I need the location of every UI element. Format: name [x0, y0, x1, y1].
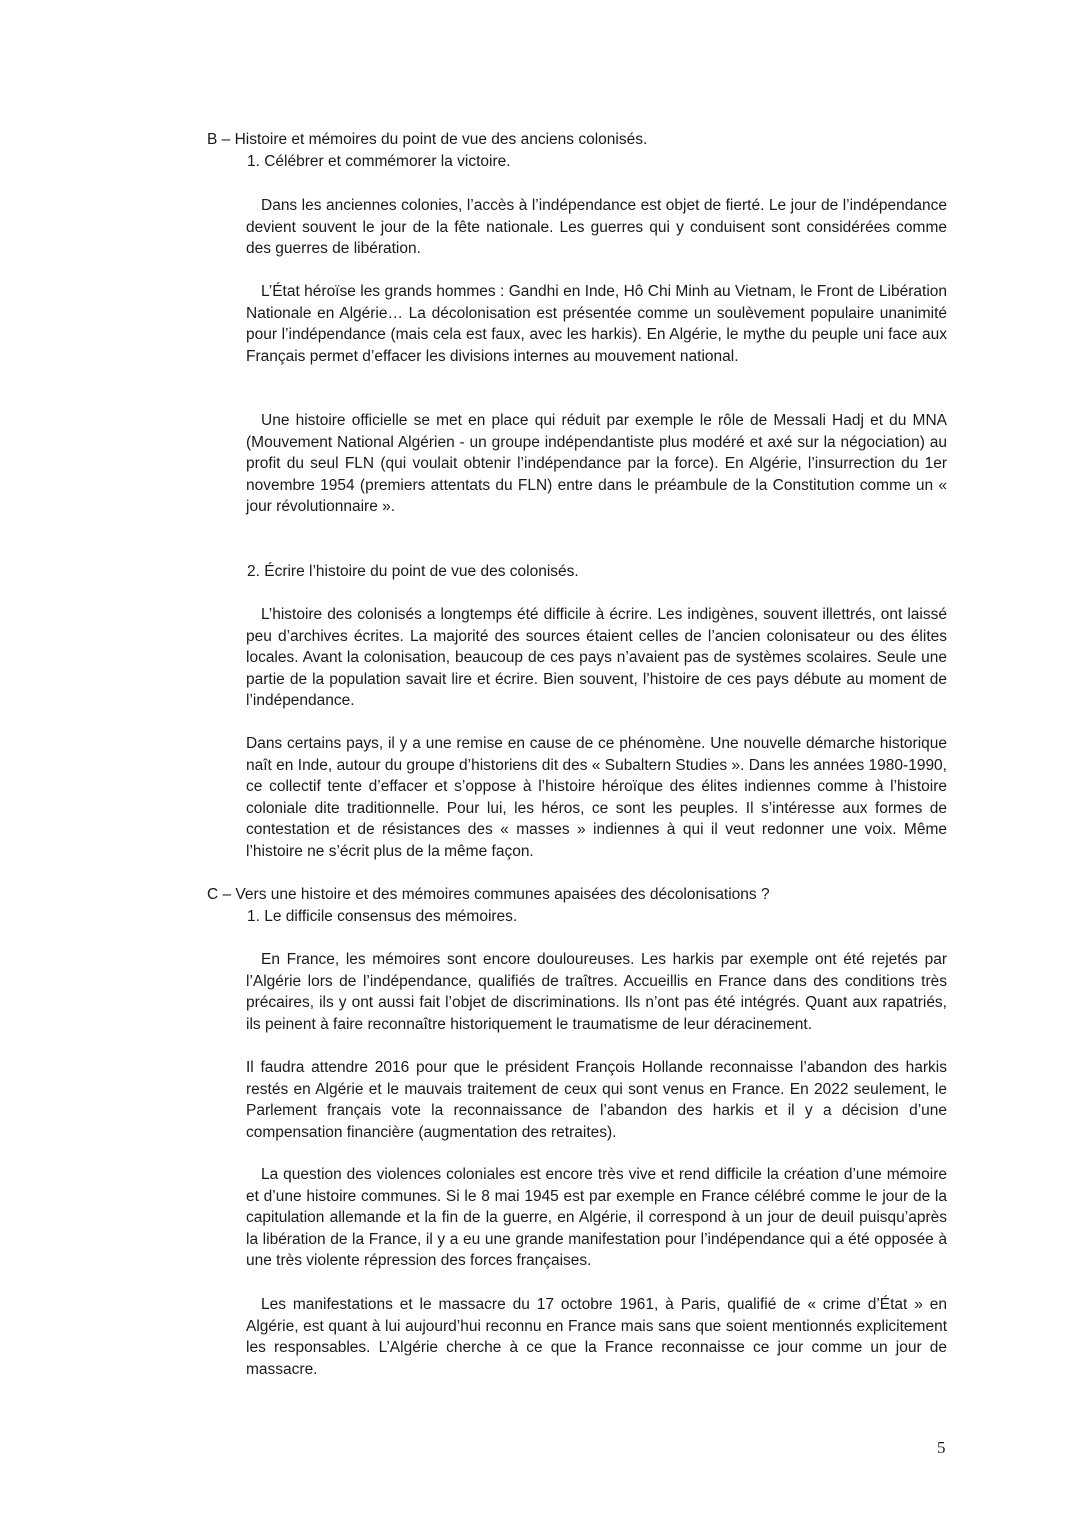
section-b-subheading-1: 1. Célébrer et commémorer la victoire. [247, 153, 511, 170]
section-b-paragraph-1: Dans les anciennes colonies, l’accès à l’indépendance est objet de fierté. Le jour de l’indépendance devient souvent le jour de la fête nationale. Les guerres qui y conduisent sont considérées comme des guerres de libération. [246, 197, 947, 258]
section-c-paragraph-4: Les manifestations et le massacre du 17 octobre 1961, à Paris, qualifié de « crime d’État » en Algérie, est quant à lui aujourd’hui reconnu en France mais sans que soient mentionnés explicitement les responsables. L’Algérie cherche à ce que la France reconnaisse ce jour comme un jour de massacre. [246, 1296, 947, 1378]
section-b-paragraph-2: L’État héroïse les grands hommes : Gandhi en Inde, Hô Chi Minh au Vietnam, le Front de Libération Nationale en Algérie… La décolonisation est présentée comme un soulèvement populaire unanimité pour l’indépendance (mais cela est faux, avec les harkis). En Algérie, le mythe du peuple uni face aux Français permet d’effacer les divisions internes au mouvement national. [246, 283, 947, 365]
section-c-paragraph-2: Il faudra attendre 2016 pour que le président François Hollande reconnaisse l’abandon des harkis restés en Algérie et le mauvais traitement de ceux qui sont venus en France. En 2022 seulement, le Parlement français vote la reconnaissance de l’abandon des harkis et il y a décision d’une compensation financière (augmentation des retraites). [246, 1059, 947, 1141]
section-c-heading: C – Vers une histoire et des mémoires communes apaisées des décolonisations ? [207, 886, 770, 903]
section-b-paragraph-4: L’histoire des colonisés a longtemps été difficile à écrire. Les indigènes, souvent illettrés, ont laissé peu d’archives écrites. La majorité des sources étaient celles de l’ancien colonisateur ou des élites locales. Avant la colonisation, beaucoup de ces pays n’avaient pas de systèmes scolaires. Seule une partie de la population savait lire et écrire. Bien souvent, l’histoire de ces pays débute au moment de l’indépendance. [246, 606, 947, 710]
section-c-paragraph-3: La question des violences coloniales est encore très vive et rend difficile la création d’une mémoire et d’une histoire communes. Si le 8 mai 1945 est par exemple en France célébré comme le jour de la capitulation allemande et la fin de la guerre, en Algérie, il correspond à un jour de deuil puisqu’après la libération de la France, il y a eu une grande manifestation pour l’indépendance qui a été opposée à une très violente répression des forces françaises. [246, 1166, 947, 1270]
section-c-subheading-1: 1. Le difficile consensus des mémoires. [247, 908, 518, 925]
section-b-paragraph-3: Une histoire officielle se met en place qui réduit par exemple le rôle de Messali Hadj et du MNA (Mouvement National Algérien - un groupe indépendantiste plus modéré et axé sur la négociation) au profit du seul FLN (qui voulait obtenir l’indépendance par la force). En Algérie, l’insurrection du 1er novembre 1954 (premiers attentats du FLN) entre dans le préambule de la Constitution comme un « jour révolutionnaire ». [246, 412, 947, 516]
section-b-heading: B – Histoire et mémoires du point de vue des anciens colonisés. [207, 131, 648, 148]
section-b-paragraph-5: Dans certains pays, il y a une remise en cause de ce phénomène. Une nouvelle démarche historique naît en Inde, autour du groupe d’historiens dit des « Subaltern Studies ». Dans les années 1980-1990, ce collectif tente d’effacer et s’oppose à l’histoire héroïque des élites indiennes comme à l’histoire coloniale dite traditionnelle. Pour lui, les héros, ce sont les peuples. Il s’intéresse aux formes de contestation et de résistances des « masses » indiennes à qui il veut redonner une voix. Même l’histoire ne s’écrit plus de la même façon. [246, 735, 947, 860]
section-b-subheading-2: 2. Écrire l’histoire du point de vue des colonisés. [247, 563, 579, 580]
section-c-paragraph-1: En France, les mémoires sont encore douloureuses. Les harkis par exemple ont été rejetés par l’Algérie lors de l’indépendance, qualifiés de traîtres. Accueillis en France dans des conditions très précaires, ils y ont aussi fait l’objet de discriminations. Ils n’ont pas été intégrés. Quant aux rapatriés, ils peinent à faire reconnaître historiquement le traumatisme de leur déracinement. [246, 951, 947, 1033]
page-number: 5 [937, 1438, 946, 1457]
